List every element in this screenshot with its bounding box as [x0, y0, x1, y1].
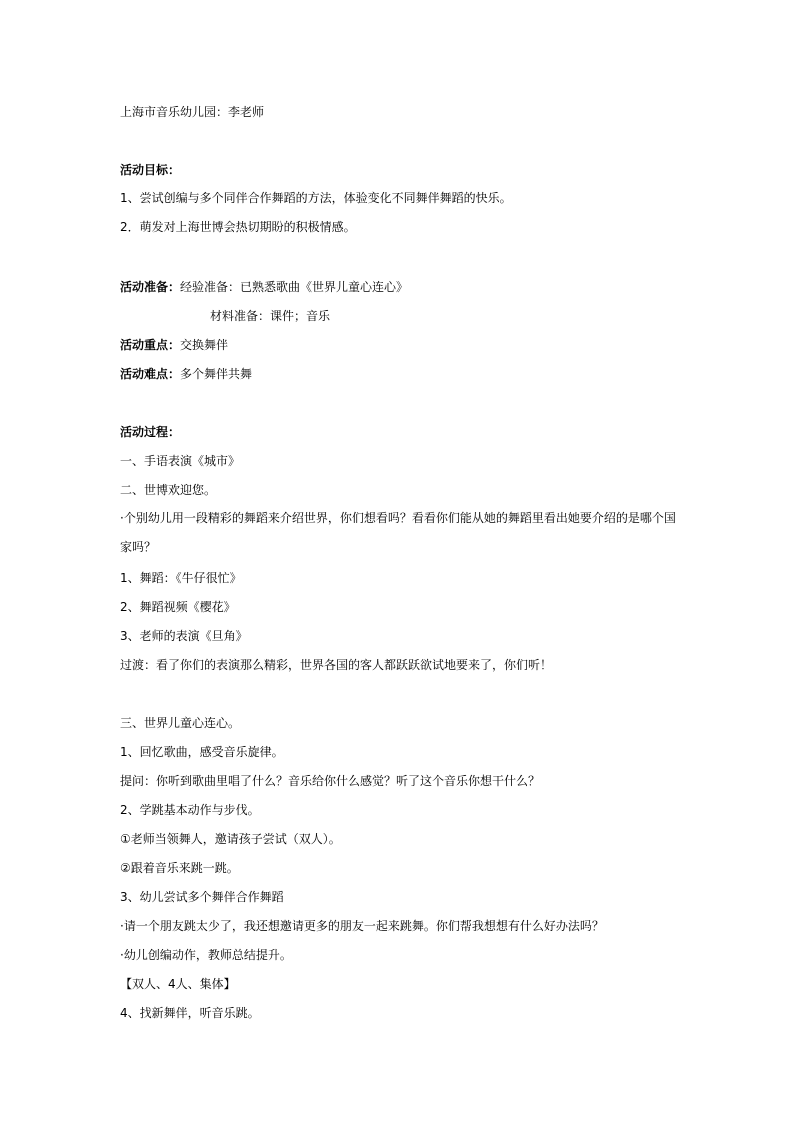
prep-heading: 活动准备： — [120, 280, 181, 294]
difficulty-text: 多个舞伴共舞 — [180, 367, 253, 381]
dance-item-3: 3、老师的表演《旦角》 — [120, 629, 248, 643]
dance-item-2: 2、舞蹈视频《樱花》 — [120, 600, 236, 614]
step-2-a: ①老师当领舞人，邀请孩子尝试（双人）。 — [120, 832, 341, 846]
transition-line: 过渡：看了你们的表演那么精彩，世界各国的客人都跃跃欲试地要来了，你们听！ — [120, 658, 553, 672]
focus-heading: 活动重点： — [120, 338, 181, 352]
goal-item-1: 1、尝试创编与多个同伴合作舞蹈的方法，体验变化不同舞伴舞蹈的快乐。 — [120, 191, 512, 205]
goal-item-2: 2．萌发对上海世博会热切期盼的积极情感。 — [120, 220, 356, 234]
difficulty-row — [120, 366, 252, 382]
step-3-b: ·幼儿创编动作，教师总结提升。 — [120, 948, 292, 962]
prep-row — [120, 279, 408, 295]
step-4: 4、找新舞伴，听音乐跳。 — [120, 1006, 260, 1020]
step-2-b: ②跟着音乐来跳一跳。 — [120, 861, 239, 875]
process-part-2: 二、世博欢迎您。 — [120, 483, 217, 497]
difficulty-heading: 活动难点： — [120, 367, 181, 381]
dance-item-1: 1、舞蹈：《牛仔很忙》 — [120, 571, 242, 585]
process-heading: 活动过程： — [120, 425, 181, 439]
goals-heading: 活动目标： — [120, 163, 181, 177]
step-1: 1、回忆歌曲，感受音乐旋律。 — [120, 745, 284, 759]
prep-materials: 材料准备：课件；音乐 — [210, 309, 331, 323]
step-2: 2、学跳基本动作与步伐。 — [120, 803, 260, 817]
process-part-3: 三、世界儿童心连心。 — [120, 716, 241, 730]
step-3-c: 【双人、4人、集体】 — [120, 977, 236, 991]
prep-experience: 经验准备：已熟悉歌曲《世界儿童心连心》 — [180, 280, 409, 294]
step-3: 3、幼儿尝试多个舞伴合作舞蹈 — [120, 890, 284, 904]
focus-text: 交换舞伴 — [180, 338, 229, 352]
focus-row — [120, 337, 228, 353]
step-3-a: ·请一个朋友跳太少了，我还想邀请更多的朋友一起来跳舞。你们帮我想想有什么好办法吗？ — [120, 919, 604, 933]
question-line: 提问：你听到歌曲里唱了什么？音乐给你什么感觉？听了这个音乐你想干什么？ — [120, 774, 541, 788]
process-part-2-intro: ·个别幼儿用一段精彩的舞蹈来介绍世界，你们想看吗？看看你们能从她的舞蹈里看出她要介绍的是哪个国家吗？ — [120, 511, 676, 554]
process-part-1: 一、手语表演《城市》 — [120, 454, 241, 468]
author-line: 上海市音乐幼儿园：李老师 — [120, 105, 265, 119]
